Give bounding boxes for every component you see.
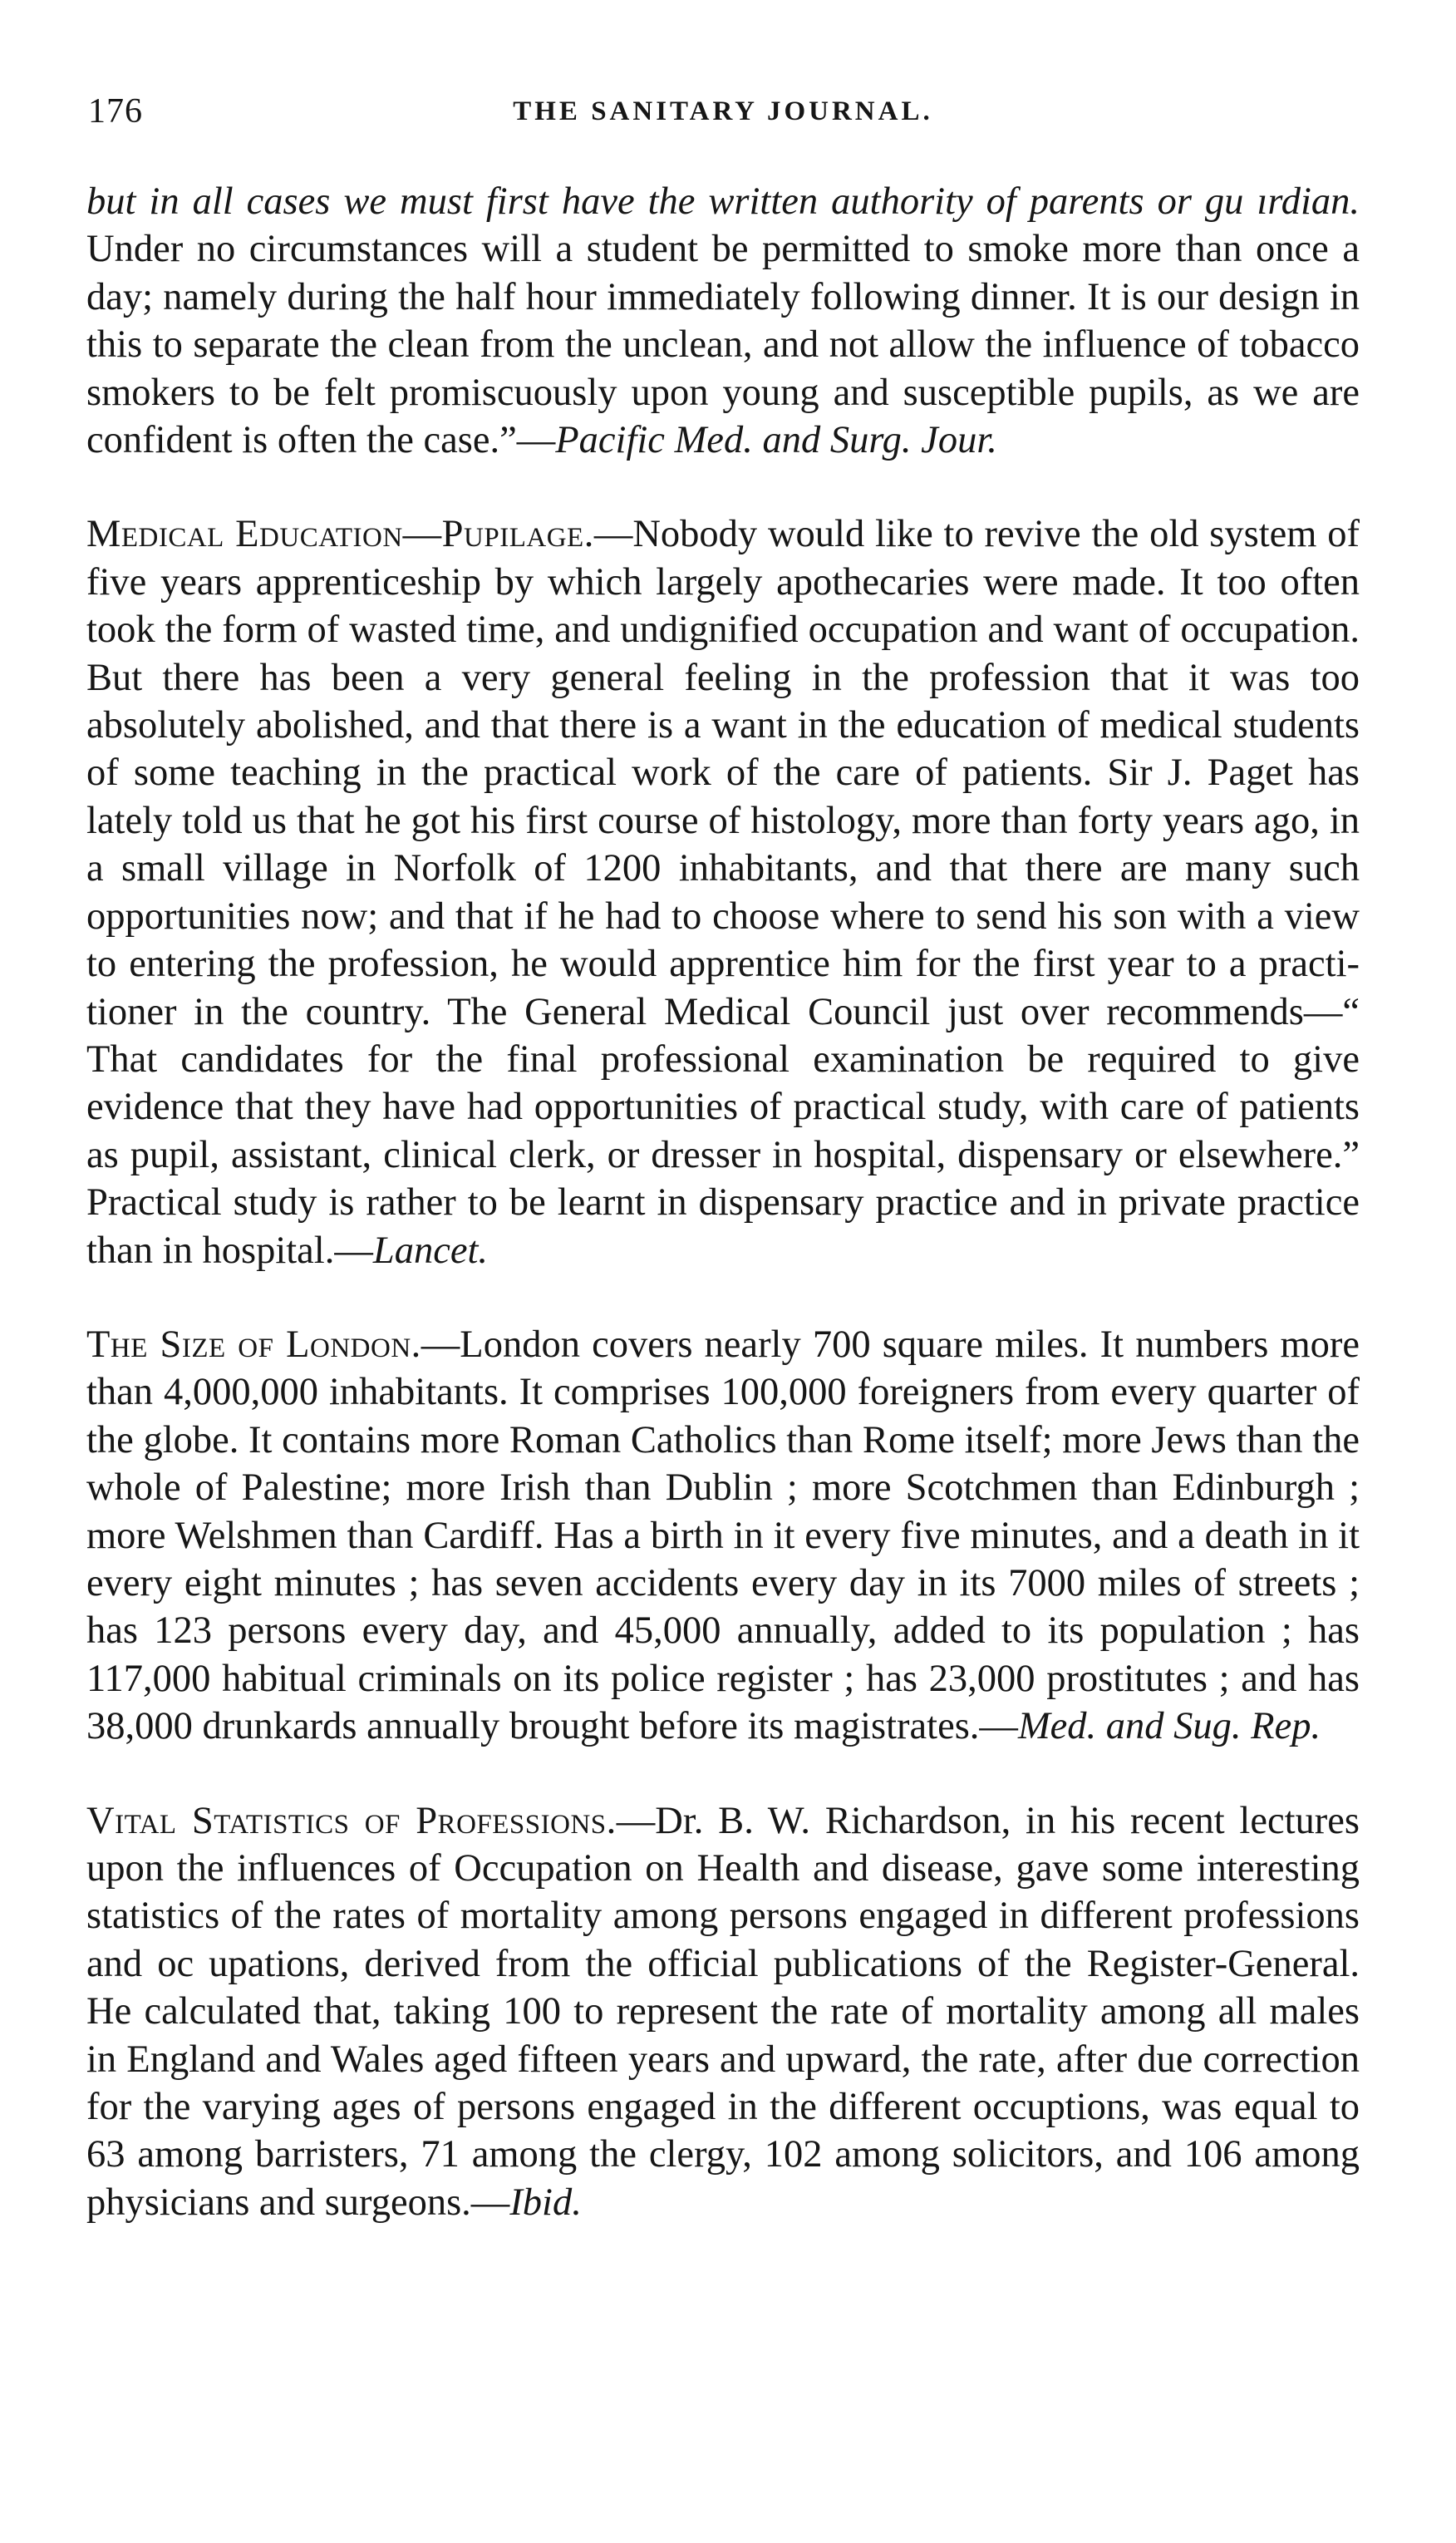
article-body: —London covers nearly 700 square miles. It numbers more than 4,000,000 inhabitants. It comprises 100,000 foreigners from every quarter of the globe. It contains more Roman Catholics than Rome itself; more Jews than the whole of Palestine; more Irish than Dublin ; more Scotchmen than Edinburgh ; more Welshmen than Cardiff. Has a birth in it every five minutes, and a death in it every eight minutes ; has seven accidents every day in its 7000 miles of streets ; has 123 persons every day, and 45,000 annually, added to its population ; has 117,000 habitual criminals on its police register ; has 23,000 prostitutes ; and has 38,000 drunkards annually brought before its magistrates.— bbox=[86, 1323, 1360, 1748]
journal-page bbox=[86, 86, 1360, 2226]
article-body: Under no circumstances will a student be permitted to smoke more than once a day; namely during the half hour immediately following dinner. It is our design in this to separate the clean from the unclean, and not allow the influence of tobacco smokers to be felt promiscuously upon young and susceptible pupils, as we are confident is often the case.”— bbox=[86, 228, 1360, 462]
article-size-of-london bbox=[86, 1321, 1360, 1751]
article-vital-statistics bbox=[86, 1797, 1360, 2227]
article-source: Pacific Med. and Surg. Jour. bbox=[555, 419, 997, 462]
article-source: Lancet. bbox=[372, 1229, 489, 1272]
article-tobacco-continuation bbox=[86, 178, 1360, 464]
article-heading: Medical Education—Pupilage. bbox=[86, 513, 594, 556]
article-body: —Dr. B. W. Richardson, in his recent lectures upon the influences of Occupation on Health and disease, gave some interesting statistics of the rates of mortality among persons engaged in different professions and oc upations, derived from the official publications of the Register-General. He calculated that, taking 100 to represent the rate of mortality among all males in England and Wales aged fifteen years and upward, the rate, after due correction for the varying ages of persons engaged in the different occuptions, was equal to 63 among barristers, 71 among the clergy, 102 among solicitors, and 106 among physicians and surgeons.— bbox=[86, 1799, 1360, 2224]
journal-title: THE SANITARY JOURNAL. bbox=[513, 96, 933, 126]
article-medical-education bbox=[86, 510, 1360, 1274]
page-number: 176 bbox=[88, 92, 143, 131]
article-body: —Nobody would like to revive the old system of five years apprenticeship by which largely apothecaries were made. It too often took the form of wasted time, and undignified occupation and want of occupation. But there has been a very general feeling in the profession that it was too absolutely abolished, and that there is a want in the education of medical students of some teaching in the practical work of the care of patients. Sir J. Paget has lately told us that he got his first course of histology, more than forty years ago, in a small village in Norfolk of 1200 inhabitants, and that there are many such opportunities now; and that if he had to choose where to send his son with a view to entering the profession, he would apprentice him for the first year to a practitioner in the country. The General Medical Council just over recommends—“ That candidates for the final professional examination be required to give evidence that they have had opportunities of practical study, with care of patients as pupil, assistant, clinical clerk, or dresser in hospital, dispensary or elsewhere.” Practical study is rather to be learnt in dispensary practice and in private practice than in hospital.— bbox=[86, 513, 1360, 1272]
article-source: Med. and Sug. Rep. bbox=[1017, 1705, 1321, 1748]
article-source: Ibid. bbox=[509, 2181, 582, 2224]
article-heading: Vital Statistics of Professions. bbox=[86, 1799, 617, 1842]
article-italic-lead: but in all cases we must first have the written authority of parents or gu ırdian. bbox=[86, 180, 1360, 223]
running-head bbox=[86, 86, 1360, 136]
article-heading: The Size of London. bbox=[86, 1323, 421, 1366]
